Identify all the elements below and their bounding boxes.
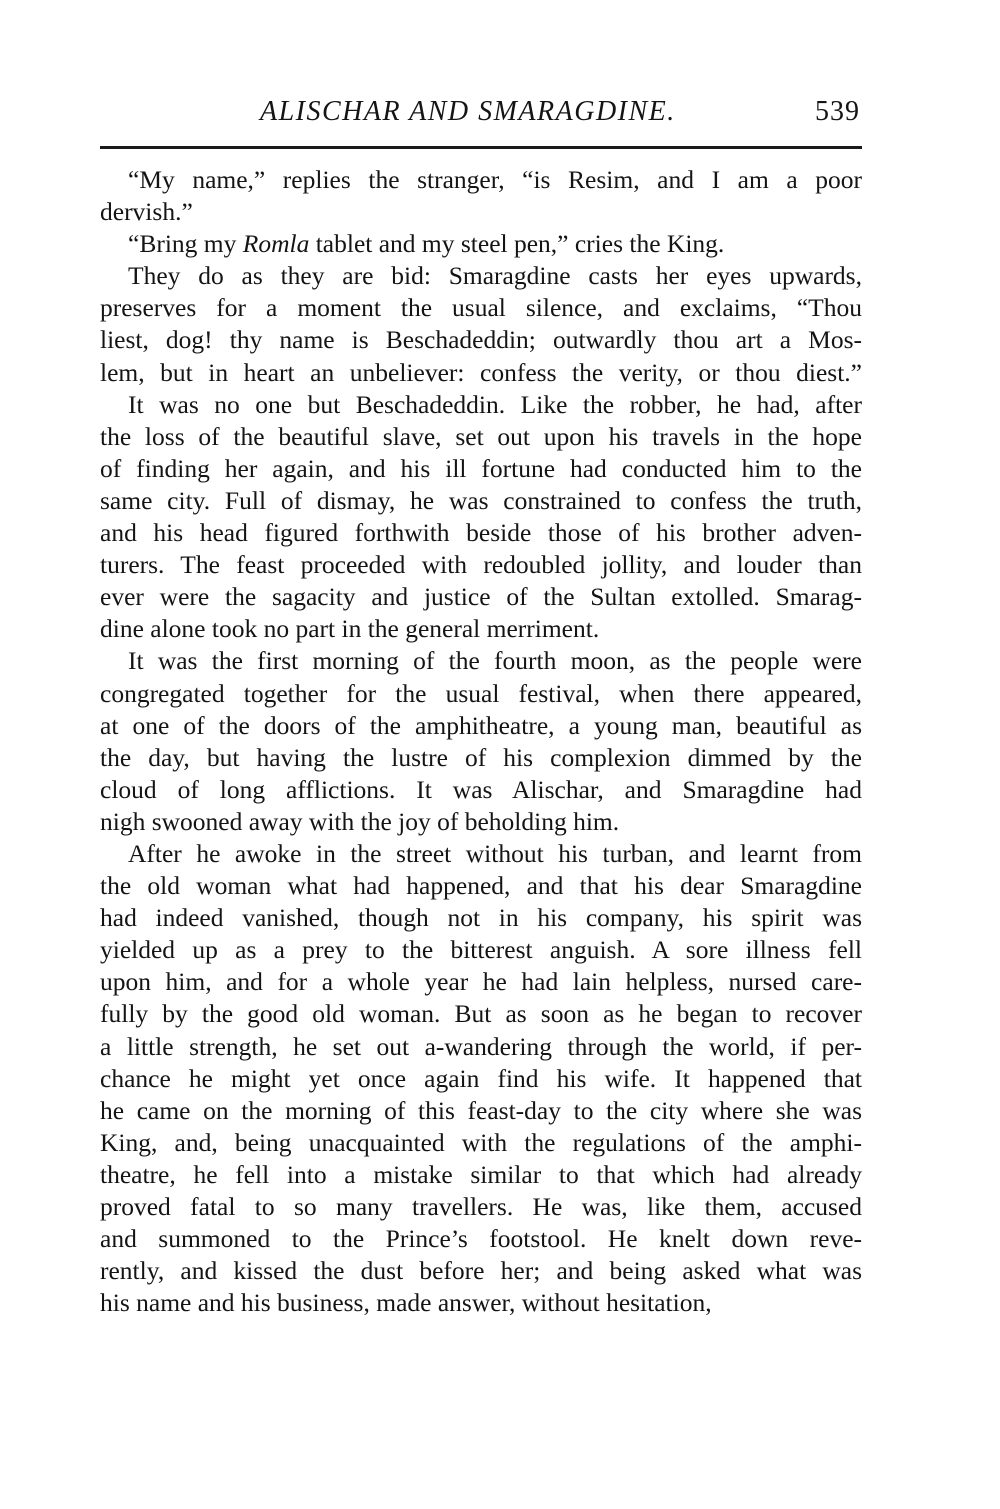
text-line: proved fatal to so many travellers. He was, like them, accused (100, 1192, 862, 1221)
text-line: had indeed vanished, though not in his company, his spirit was (100, 903, 862, 933)
page-number: 539 (815, 96, 860, 127)
text-line: ever were the sagacity and justice of the Sultan extolled. Smarag- (100, 582, 862, 612)
text-line: chance he might yet once again find his wife. It happened that (100, 1063, 862, 1093)
text-line: They do as they are bid: Smaragdine casts her eyes upwards, (128, 261, 862, 291)
text-line: rently, and kissed the dust before her; and being asked what was (100, 1256, 862, 1286)
text-line: yielded up as a prey to the bitterest anguish. A sore illness fell (100, 935, 862, 965)
text-line: the loss of the beautiful slave, set out upon his travels in the hope (100, 421, 862, 451)
text-line: upon him, and for a whole year he had lain helpless, nursed care- (100, 967, 862, 997)
text-line: a little strength, he set out a-wandering through the world, if per- (100, 1031, 862, 1061)
text-line: “My name,” replies the stranger, “is Resim, and I am a poor (128, 165, 862, 194)
text-line: dervish.” (100, 197, 193, 227)
text-line: turers. The feast proceeded with redoubled jollity, and louder than (100, 550, 862, 580)
text-line: same city. Full of dismay, he was constrained to confess the truth, (100, 485, 862, 515)
text-line: his name and his business, made answer, without hesitation, (100, 1288, 712, 1318)
text-line: of finding her again, and his ill fortune had conducted him to the (100, 453, 862, 483)
text-line: liest, dog! thy name is Beschadeddin; outwardly thou art a Mos- (100, 325, 862, 355)
text-segment: tablet and my steel pen,” cries the King. (309, 229, 725, 259)
text-line: dine alone took no part in the general merriment. (100, 614, 600, 644)
text-line: preserves for a moment the usual silence, and exclaims, “Thou (100, 293, 862, 323)
text-line: congregated together for the usual festival, when there appeared, (100, 678, 862, 708)
text-line: theatre, he fell into a mistake similar to that which had already (100, 1159, 862, 1189)
text-line: at one of the doors of the amphitheatre, a young man, beautiful as (100, 710, 862, 740)
text-line: nigh swooned away with the joy of beholding him. (100, 806, 620, 836)
text-line: It was the first morning of the fourth moon, as the people were (128, 646, 862, 676)
text-line: and summoned to the Prince’s footstool. He knelt down reve- (100, 1224, 862, 1254)
running-header (100, 92, 862, 134)
text-line: It was no one but Beschadeddin. Like the robber, he had, after (128, 389, 862, 419)
text-line: he came on the morning of this feast-day to the city where she was (100, 1095, 862, 1125)
text-segment: “Bring my (128, 229, 243, 259)
text-line: King, and, being unacquainted with the regulations of the amphi- (100, 1127, 862, 1157)
running-title: ALISCHAR AND SMARAGDINE. (260, 96, 676, 127)
text-line: fully by the good old woman. But as soon as he began to recover (100, 999, 862, 1029)
text-line: and his head figured forthwith beside those of his brother adven- (100, 518, 862, 548)
italic-word: Romla (242, 229, 310, 259)
text-line: the day, but having the lustre of his complexion dimmed by the (100, 742, 862, 772)
header-rule (100, 146, 862, 149)
body-text (100, 164, 862, 1319)
text-line: cloud of long afflictions. It was Alischar, and Smaragdine had (100, 774, 862, 804)
text-line: lem, but in heart an unbeliever: confess the verity, or thou diest.” (100, 357, 862, 387)
text-line (100, 228, 862, 260)
text-line: the old woman what had happened, and that his dear Smaragdine (100, 871, 862, 901)
text-line: After he awoke in the street without his turban, and learnt from (128, 838, 862, 868)
